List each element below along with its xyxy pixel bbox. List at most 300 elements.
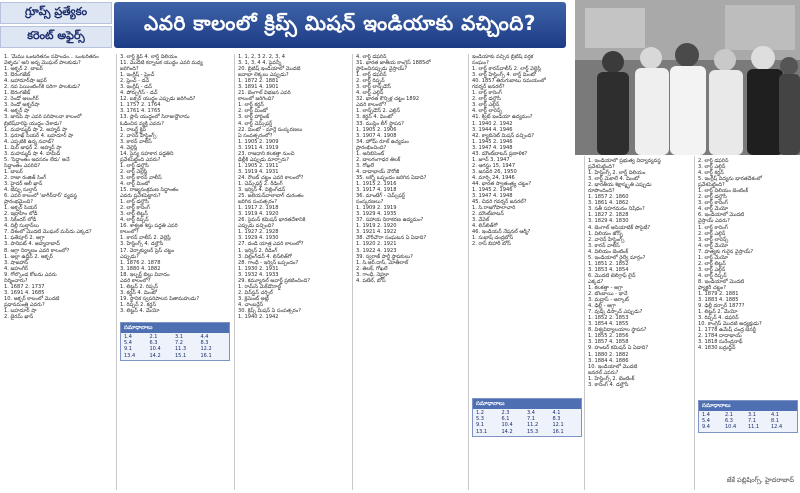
answer-key-cell: 1.4 [702,412,710,418]
answer-key-cell: 10.4 [149,346,161,353]
column-divider [694,156,695,490]
question-line: 3. 1891 4. 1901 [238,84,279,91]
question-line: 1. 1927 2. 1928 [238,229,279,236]
question-line: 44. భారత స్వాతంత్ర్య చట్టం? [472,180,532,187]
answer-key-cell: 12.2 [200,346,212,353]
answer-key-cell: 8.1 [771,418,779,425]
question-line: జనరల్ ఎవరు? [588,369,619,376]
question-line: 3. లార్డ్ లాన్స్‌డౌన్ [356,84,391,91]
answer-key-cell: 15.3 [527,428,539,435]
question-line: 4. విలియం బెంటింక్ [588,248,629,255]
question-line: 26. సైమన్ కమిషన్ భారతదేశానికి [238,217,306,224]
question-line: 1. ఇంగ్లీష్ - ఫ్రెంచ్ [120,72,155,79]
question-line: 4. లార్డ్ కర్జన్ [698,170,724,177]
question-line: 1. 1852 2. 1853 [588,315,629,322]
question-line: 1. 1905 2. 1909 [238,138,279,145]
question-line: 1. ఫతేపూర్ 2. ఆగ్రా [4,235,45,242]
question-line: 1. హేస్టింగ్స్ 2. బెంటింక్ [588,375,635,382]
question-line: సిద్ధాంతం ఎవరిది? [4,162,41,169]
answer-key-cell: 8.3 [200,340,209,347]
answer-key-cell: 4.4 [200,334,209,340]
question-line: 3. ఔరంగజేబ్ [4,72,31,79]
question-line: 1. అల్లా ఉద్దీన్ 2. అక్బర్ [4,253,53,260]
question-line: 3. లార్డ్ కారన్ వాలీస్ [120,174,162,181]
question-line: 6. మొదటి టెలిగ్రాఫ్ లైన్ [588,272,636,279]
question-line: 3. 1911 4. 1919 [238,144,279,151]
question-line: 4. దాదాభాయ్ నౌరోజీ [356,168,400,175]
question-line: 1. లార్డ్ కానింగ్ [472,90,502,97]
question-line: సంఘం? [472,60,489,67]
topic-tag: కరెంట్ అఫైర్స్ [0,26,112,48]
answer-key-cell: 9.1 [124,346,132,353]
question-line: 3. 1921 4. 1922 [356,229,397,236]
question-line: 1. అనిబిసెంట్ [356,150,385,157]
answer-key-cell: 11.3 [175,346,187,353]
question-line: 2. రెండో అలంగీర్ [4,96,39,103]
question-line: 4. మార్చి 24, 1946 [472,174,515,181]
question-line: 1. 1905 2. 1906 [356,126,397,133]
question-line: 3. 1883 4. 1885 [698,297,739,304]
question-line: 3. పానిపట్ 4. అహ్మదాబాద్ [4,241,60,248]
question-line: 2. మౌంట్‌బాటన్ [472,211,504,218]
answer-key-cell: 8.3 [552,416,561,423]
question-line: 1. కలకత్తా - ఆగ్రా [588,284,623,291]
question-line: 7. దేశంలో మొదటి మొఘల్ మసీదు ఎక్కడ? [4,229,92,236]
question-line: 4. 1830 బద్రుద్దీన్ [698,345,736,352]
question-line: 3. 1880 4. 1882 [120,265,161,272]
question-line: ఫ్యాక్టరీ చట్టం? [698,284,726,291]
question-line: 43. మౌంట్‌బాటన్ ప్రణాళిక? [472,150,528,157]
answer-key-cell: 12.4 [771,424,783,431]
question-line: వైస్రాయ్ ఎవరు? [698,218,730,225]
question-line: 33. ముస్లిం లీగ్ స్థాపన? [356,120,404,127]
question-line: 4. లార్డ్ రిప్పన్ [698,272,727,279]
question-line: 31. భారత జాతీయ కాంగ్రెస్ 1885లో [356,60,431,67]
question-line: 1. 1778 ఉమేష్ చంద్ర బెనర్జీ [698,327,756,334]
answer-key-cell: 5.4 [124,340,132,347]
question-line: 2. ఆగస్టు 15, 1947 [472,162,516,169]
question-line: 1. మిర్ జాఫర్ 2. అహ్మద్ షా [4,144,62,151]
question-line: 41. క్విట్ ఇండియా ఉద్యమం? [472,114,533,121]
question-line: 1. అక్బర్ 2. బాబర్ [4,66,43,73]
answer-key-cell: 7.1 [527,416,535,423]
question-line: 36. మాంటేగ్ - చెమ్స్‌ఫర్డ్ [356,193,405,200]
question-line: 9. గోల్కొండ కోటను ఎవరు [4,271,57,278]
question-line: 1. హేస్టింగ్స్ 2. లార్డ్ విలియం [588,170,646,177]
question-line: 1. బహదూర్ షా [4,307,37,314]
answer-key-box [472,398,582,437]
question-line: 3. రెండో అక్బర్‌షా [4,102,40,109]
photo-illustration [575,0,800,155]
historical-photo [575,0,800,155]
question-line: 3. జానపీ షా ఎవరి పరిపాలనా కాలంలో [4,114,82,121]
question-line: 2. బైరమ్ ఖాన్ [4,314,34,321]
question-line: 1. 1940 2. 1942 [238,314,279,321]
question-line: 1. విలియం జోన్స్ [588,230,623,237]
question-line: నిర్మించారు? [4,277,28,284]
question-line: 1. 1905 2. 1911 [238,162,279,169]
question-line: 3. లార్డ్ ఎల్గిన్ [698,266,726,273]
question-line: స్థాపించినప్పుడు వైస్రాయ్? [356,66,408,73]
question-line: 1. 1876 2. 1878 [120,259,161,266]
question-line: 1. లిట్టన్ 2. రిప్పన్ [120,283,158,290]
question-line: 17. వెర్నాక్యులర్ ప్రెస్ చట్టం [120,247,175,254]
question-line: ప్రవేశపెట్టింది? [588,164,615,171]
question-line: 1. 1945 2. 1946 [472,187,513,194]
question-line: 23. రాజధాని కలకత్తా నుంచి [238,150,295,157]
answer-key-title: సమాధానాలు [121,323,229,333]
question-line: 3. లార్డ్ మెకాలే 4. మింటో [588,176,640,183]
question-line: 4. దిల్లీ సుల్తాన్‌లు [4,223,39,230]
answer-key-cell: 16.1 [200,352,212,359]
question-line: 3. కర్జన్ 4. మింటో [120,289,158,296]
question-line: 3. లార్డ్ క్లైవ్ 4. లార్డ్ విలియం [120,54,178,60]
question-line: వెళ్ళదు' అని అన్న మొఘల్ పాలకుడు? [4,60,81,67]
question-line: 1. 1879 2. 1881 [698,291,739,298]
answer-key-cell: 15.1 [175,352,187,359]
question-line: 1. 1909 2. 1919 [356,205,397,212]
question-line: 1. సుభాష్ చంద్రబోస్ [472,235,514,242]
answer-key-cell: 3.1 [175,334,183,340]
question-line: 4. పటేల్, బోస్ [356,277,386,284]
question-line: 2. లార్డ్ వెల్లెస్లీ [120,168,148,175]
question-line: 6. ఇండియాలో మొదటి [698,212,745,219]
question-line: 10. కాంగ్రెస్ మొదటి అధ్యక్షుడు? [698,321,762,328]
question-line: 2. రాస్ బిహారీ బోస్ [472,241,511,248]
answer-key-cell: 2.3 [501,410,510,416]
question-line: 1. మహమ్మద్ షా 2. అహ్మద్ షా [4,126,68,133]
answer-key-cell: 14.2 [501,428,513,435]
question-line: 3. 1861 4. 1862 [588,200,629,207]
question-line: 3. జనవరి 26, 1950 [472,168,517,175]
question-line: జరిగింది? [120,66,139,73]
question-line: 3. లార్డ్ ఎల్గిన్ [472,102,500,109]
question-line: 6. ఎవరి కాలంలో 'జాగీర్‌దార్' వ్యవస్థ [4,193,77,200]
question-line: 27. దండి యాత్ర ఎవరి కాలంలో? [238,241,304,248]
question-line: 2. బాలగంగాధర తిలక్ [356,156,401,163]
question-line: 1. లార్డ్ కర్జన్ [238,102,264,109]
answer-key-cell: 1.4 [124,334,132,340]
question-line: 3. సతీ సహగమనం నిషేధం? [588,206,645,213]
question-column-2 [120,54,232,490]
question-line: 2. తిలక్, గోఖలే [356,265,388,272]
answer-key-box [120,322,230,361]
question-line: 3. 1, 3, 4 4. పైవన్నీ [238,60,282,67]
answer-key-cell: 9.1 [476,422,484,429]
question-line: ప్రవేశపెట్టింది ఎవరు? [120,156,161,163]
question-line: 4. లార్డ్ మింటో [120,180,150,187]
question-line: 1. రామ్‌సే మెక్‌డొనాల్డ్ [238,283,282,290]
question-line: 4. అక్బర్ షా [4,108,30,115]
question-line: 1. 1919 2. 1920 [356,223,397,230]
question-line: 3. 1857 4. 1858 [588,339,629,346]
question-line: 1. కారన్ వాలీస్ 2. వెల్లెస్లీ [120,235,171,242]
question-line: సంస్కరణలు? [356,199,384,206]
question-line: 1. 1757 2. 1764 [120,102,161,109]
question-line: 1. 1855 2. 1856 [588,333,629,340]
question-line: 10. ఇండియాలో మొదటి [588,363,638,370]
question-line: 4. లార్డ్ లారెన్స్ [472,108,503,115]
question-line: 1. 1915 2. 1916 [356,180,397,187]
question-line: 1. లార్డ్ డల్హౌసీ [120,199,149,206]
question-line: 4. లార్డ్ మేయో [698,242,729,249]
question-line: 4. బెంగాల్ ఆసియాటిక్ సొసైటీ? [588,224,651,231]
question-line: 3. 1884 4. 1886 [588,357,629,364]
question-line: 5. ఇంగ్లీష్ విద్యను భారతదేశంలో [698,176,762,183]
answer-key-cell: 11.2 [527,422,539,429]
question-line: 4. పోర్చుగీస్ - డచ్ [120,90,158,97]
question-line: 32. భారత కౌన్సిళ్ల చట్టం 1892 [356,96,420,103]
question-line: 2. లార్డ్ కానింగ్ [120,205,150,212]
question-line: 3. లార్డ్ లారెన్స్ [698,236,729,243]
question-line: 10. అక్బర్ కాలంలో మొదటి [4,295,60,302]
question-line: కాలంలో? [120,229,139,236]
answer-key-title: సమాధానాలు [699,401,797,411]
question-line: 4. చాంబర్లేన్ [238,301,264,308]
question-line: 38. చౌరీచౌరా సంఘటన ఏ ఏడాది? [356,235,427,242]
column-divider [468,54,469,490]
question-line: 1. 1880 2. 1882 [588,351,629,358]
question-line: 1. లార్డ్ డల్హౌసీ [120,162,149,169]
question-line: 3. ఇంగ్లీష్ - డచ్ [120,84,152,91]
question-line: 9. ఢిల్లీ దర్బార్ 1877? [698,303,745,310]
question-line: 11. మొదటి కర్నాటక యుద్ధం ఎవరి మధ్య [120,60,203,67]
question-line: 1. లార్డ్ కారన్‌వాలీస్ 2. లార్డ్ వెల్లెస్లీ [472,66,541,73]
question-line: 3. కానింగ్ 4. డల్హౌసీ [588,381,629,388]
question-line: ఎప్పుడు వచ్చింది? [238,223,275,230]
answer-key-cell: 2.1 [149,334,158,340]
question-line: ఎవరి కాలంలో? [120,277,151,284]
question-line: 3. షాజహాన్ [4,259,29,266]
question-line: 1. బాబర్ [4,168,23,175]
question-line: 3. 1854 4. 1855 [588,321,629,328]
answer-key-cell: 7.2 [175,340,183,347]
question-line: 4. లార్డ్ ఎల్గిన్ [356,90,384,97]
question-line: 3. 1917 4. 1918 [356,187,397,194]
question-line: 3. 1919 4. 1920 [238,211,279,218]
question-line: 1. 1851 2. 1852 [588,260,629,267]
question-line: 4. లిన్‌లిత్‌గో [472,223,498,230]
question-line: 4. వెల్లెస్లీ [120,144,138,151]
question-line: 42. క్యాబినెట్ మిషన్ వచ్చింది? [472,132,535,139]
question-line: 45. చివరి గవర్నర్ జనరల్? [472,199,527,206]
question-line: 3. మహమ్మద్ షా 4. హమీద్ [4,150,61,157]
question-line: 3. హేస్టింగ్స్ 4. డల్హౌసీ [120,241,164,248]
answer-key-cell: 14.2 [149,352,161,359]
question-line: 1. 1940 2. 1942 [472,120,513,127]
question-line: 1. సి.రాజగోపాలాచారి [472,205,516,212]
question-line: 39. స్వరాజ్ పార్టీ స్థాపకులు? [356,253,413,260]
question-line: 2. 1784 దాదాభాయ్ [698,333,742,340]
question-line: 7. హత్యకు గురైన వైస్రాయ్? [698,248,754,255]
section-tag: గ్రూప్స్ ప్రత్యేకం [0,2,112,24]
question-line: ఢిల్లీకి ఎప్పుడు మార్చారు? [238,156,289,163]
question-line: 21. బెంగాల్ విభజన ఎవరి [238,90,291,97]
question-line: 3. లార్డ్ ఎల్గిన్ [698,164,726,171]
question-line: 3. ఫరూఖ్ సియర్ 4. బహదూర్ షా [4,132,74,139]
question-line: 1. చెమ్స్‌ఫర్డ్ 2. రీడింగ్ [238,180,283,187]
question-line: 1. లార్డ్ మేయో [698,254,729,261]
publisher-credit: జేకే పబ్లిషింగ్స్, హైదరాబాద్ [726,476,794,484]
answer-key-cell: 4.1 [771,412,779,418]
question-line: 1. 1872 2. 1881 [238,78,279,85]
question-line: 37. సహాయ నిరాకరణ ఉద్యమం? [356,217,424,224]
question-line: 1. 1920 2. 1921 [356,241,397,248]
question-line: 3. లార్డ్ హార్డింజ్ [238,114,270,121]
question-line: జరిగిన సంవత్సరం? [238,199,277,206]
answer-key-grid [121,333,229,360]
question-line: 2. లార్డ్ రిప్పన్ [356,78,385,85]
question-line: 25. జలియన్‌వాలాబాగ్ దురంతం [238,193,304,200]
question-line: 2. లార్డ్ లిట్టన్ [698,260,726,267]
question-line: 30. క్రిప్స్ మిషన్ ఏ సంవత్సరం? [238,307,301,314]
question-line: 7. వుడ్స్ డిస్పాచ్ ఎప్పుడు? [588,309,643,316]
answer-key-box [698,400,798,433]
answer-key-cell: 6.3 [149,340,158,347]
column-divider [116,54,117,490]
question-line: 8. ఆగ్రా నిర్మాణం ఎవరి కాలంలో? [4,247,70,254]
question-line: 5. 'సిద్ధాంతం అవసరం లేదు' అనే [4,156,70,163]
question-line: ఏ సంవత్సరంలో? [238,132,273,139]
question-line: 3. 1929 4. 1930 [238,235,279,242]
question-line: 29. కమ్యూనల్ అవార్డ్ ప్రకటించింది? [238,277,310,284]
answer-key-cell: 13.4 [124,352,136,359]
question-line: 4. ఢిల్లీ - ఆగ్రా [588,303,616,310]
question-line: 22. మింటో - మార్లే సంస్కరణలు [238,126,303,133]
question-line: 46. ఇండియన్ నేషనల్ ఆర్మీ? [472,229,531,236]
question-line: కాలంలో జరిగింది? [238,96,275,103]
question-line: 1. అక్బర్ సియర్ [4,205,38,212]
question-line: ఎక్కడ? [588,278,604,285]
headline-banner [114,2,566,48]
question-line: 13. ప్లాసీ యుద్ధంలో సిరాజుద్దౌలాను [120,114,190,121]
question-line: 1. లార్డ్ కానింగ్ [698,224,728,231]
question-line: 3. 1691 4. 1685 [4,289,45,296]
column-divider [584,156,585,490]
question-line: 3. రిప్పన్ 4. డఫరిన్ [698,315,739,322]
question-line: 15. రాజ్యసంక్రమణ సిద్ధాంతం [120,187,179,194]
answer-key-title: సమాధానాలు [473,399,581,409]
question-line: ఓడించిన వ్యక్తి ఎవరు? [120,120,165,127]
question-line: 2. బొంబాయి - థానే [588,291,628,298]
answer-key-cell: 6.1 [501,416,510,423]
headline-text: ఎవరి కాలంలో క్రిప్స్ మిషన్ ఇండియాకు వచ్చింది? [144,10,536,35]
answer-key-cell: 2.1 [725,412,733,418]
question-line: 1. జూన్ 3, 1947 [472,156,510,163]
answer-key-cell: 7.1 [748,418,756,425]
question-line: 3. క్లెమెంట్ అట్లీ [238,295,269,302]
question-line: 1. ఔరంగజేబ్ [4,90,31,97]
question-line: 3. 1932 4. 1933 [238,271,279,278]
question-line: 1. లిట్టన్ 2. మేయో [698,309,738,316]
question-line: 3. 1761 4. 1765 [120,108,161,115]
answer-key-cell: 11.1 [748,424,760,431]
question-line: 1. ఇర్విన్ 2. రీడింగ్ [238,247,278,254]
question-line: 1. రాబర్ట్ క్లైవ్ [120,126,146,133]
question-line: 3. విల్లింగ్‌డన్ 4. లిన్‌లిత్‌గో [238,253,292,260]
question-line: 28. గాంధీ - ఇర్విన్ ఒప్పందం? [238,259,299,266]
question-line: 3. 1929 4. 1935 [356,211,397,218]
answer-key-cell: 5.4 [702,418,710,425]
question-line: 1. 1, 2, 3 2. 2, 3, 4 [238,54,285,60]
question-line: గవర్నర్ జనరల్? [472,84,505,91]
answer-key-cell: 3.1 [748,412,756,418]
question-line: 1. 1857 2. 1860 [588,194,629,201]
question-line: 4. జహంగీర్ [4,265,28,272]
question-line: ప్రారంభించింది? [356,144,387,151]
question-line: 2. నవ పెయింటింగ్‌కి సరిగా పాలకుడు? [4,84,81,91]
question-line: 3. కారన్ వాలీస్ [588,242,620,249]
question-line: 2. వారెన్ హేస్టింగ్స్ [120,132,157,139]
question-line: 2. లార్డ్ డఫరిన్ [698,158,729,164]
question-line: 2. రాజా రంజిత్ సింగ్ [4,174,47,181]
question-line: 3. 1947 4. 1948 [472,144,513,151]
question-column-6 [588,158,692,488]
question-line: ఎవరు ప్రవేశపెట్టారు? [120,193,161,200]
question-column-4 [356,54,466,490]
question-line: 40. 1857 తిరుగుబాటు సమయంలో [472,78,546,85]
question-line: 4. టిప్పు సుల్తాన్ [4,187,38,194]
question-line: రూపొందింది? [588,188,615,195]
question-line: 2. భారతీయ శిక్షాస్మృతి ఎప్పుడు [588,182,652,189]
question-line: 2. వారెన్ హేస్టింగ్స్ [588,236,625,243]
question-line: జనాభా లెక్కలు ఎప్పుడు? [238,72,289,79]
question-line: 1. 1930 2. 1931 [238,265,279,272]
answer-key-cell: 3.4 [527,410,535,416]
column-divider [352,54,353,490]
answer-key-cell: 13.1 [476,428,488,435]
question-line: 4. లార్డ్ చెమ్స్‌ఫర్డ్ [238,120,273,127]
question-line: ప్రవేశపెట్టింది? [698,182,725,189]
question-line: 9. హంటర్ కమిషన్ ఏ ఏడాది? [588,345,649,352]
question-line: 8. విశ్వవిద్యాలయాల స్థాపన? [588,327,647,334]
question-line: 35. లక్నో ఒప్పందం జరిగిన ఏడాది? [356,174,427,181]
question-line: 1. 1917 2. 1918 [238,205,279,212]
answer-key-cell: 10.4 [501,422,513,429]
question-line: 34. హోమ్ రూల్ ఉద్యమం [356,138,409,145]
answer-key-cell: 12.1 [552,422,564,429]
question-line: 4. లార్డ్ మేయో [698,206,729,213]
question-line: 2. లార్డ్ డల్హౌసీ [472,96,501,103]
question-line: బ్రిటిష్‌వారిపై యుద్ధం చేశాడు? [4,120,62,127]
question-line: 3. లార్డ్ లిట్టన్ [120,211,148,218]
question-line: 2. లార్డ్ ఎల్గిన్ [698,230,726,237]
question-line: 2. లార్డ్ డల్హౌసీ [698,194,727,201]
question-line: 4. బహాదూర్‌షా జఫర్ [4,78,47,85]
question-column-1 [4,54,114,490]
question-line: 14. సైన్య సహకార పద్ధతిని [120,150,174,157]
question-line: 20. బ్రిటిష్ ఇండియాలో మొదటి [238,66,301,73]
question-line: 3. 1853 4. 1854 [588,266,629,273]
question-line: 3. 1947 4. 1948 [472,193,513,200]
question-line: 3. 1829 4. 1830 [588,218,629,225]
question-line: 2. విన్‌స్టన్ చర్చిల్ [238,289,273,296]
question-line: 2. ఇబ్రాహీం లోడీ [4,211,38,218]
answer-key-cell: 5.3 [476,416,484,423]
question-line: 8. ఇండియాలో మొదటి [698,278,745,285]
question-line: 19. స్థానిక స్వపరిపాలన పితామహుడు? [120,295,200,302]
question-column-3 [238,54,350,490]
question-line: 1. లాన్స్‌డౌన్ 2. ఎల్గిన్ [356,108,400,115]
question-line: 1. లార్డ్ విలియం బెంటింక్ [698,188,749,195]
question-line: 3. 1944 4. 1946 [472,126,513,133]
question-line: 1. 1945 2. 1946 [472,138,513,145]
question-line: 4. లార్డ్ డఫరిన్ [356,54,387,60]
question-line: 4. లార్డ్ రిప్పన్ [120,217,149,224]
question-line: 1. ఇండియాలో ప్రభుత్వ విద్యావ్యవస్థ [588,158,661,164]
column-divider [234,54,235,490]
question-line: 3. లార్డ్ హేస్టింగ్స్ 4. లార్డ్ మింటో [472,72,537,79]
